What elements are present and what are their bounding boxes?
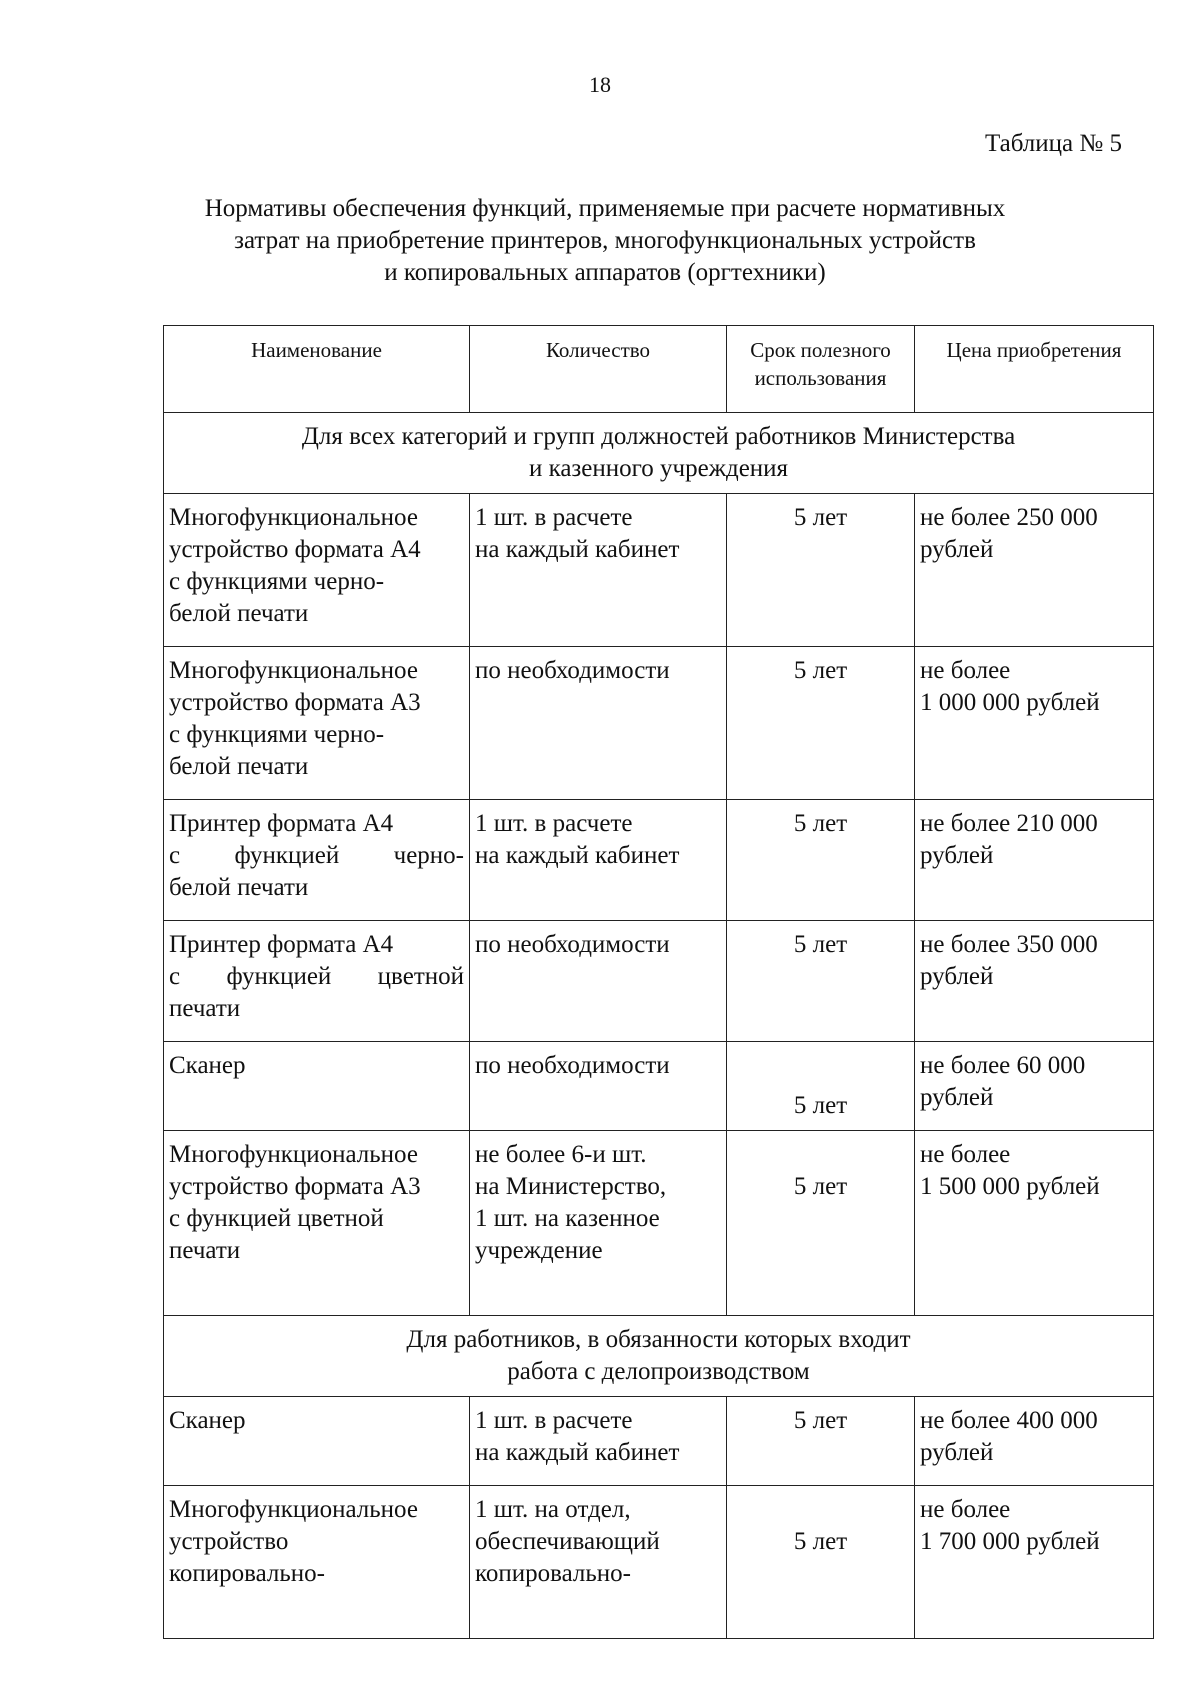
- cell-line: по необходимости: [475, 931, 670, 958]
- cell-term: [727, 1131, 915, 1316]
- cell-line: 5 лет: [793, 810, 848, 837]
- cell-line: 5 лет: [793, 1092, 848, 1119]
- cell-line: печати: [169, 995, 241, 1022]
- cell-term: [727, 647, 915, 800]
- document-title-line: затрат на приобретение принтеров, многофункциональных устройств: [234, 227, 976, 254]
- section-row: [164, 413, 1154, 494]
- cell-term: [727, 800, 915, 921]
- cell-line: с функциями черно-: [169, 568, 385, 595]
- cell-line: Принтер формата А4: [169, 810, 394, 837]
- cell-line: Сканер: [169, 1407, 246, 1434]
- cell-term: [727, 1397, 915, 1486]
- table-row: [164, 1042, 1154, 1131]
- cell-quantity: [470, 921, 727, 1042]
- cell-line: копировально-: [169, 1560, 326, 1587]
- cell-line: по необходимости: [475, 1052, 670, 1079]
- section-heading-records-staff: [164, 1316, 1154, 1397]
- cell-line: 5 лет: [793, 1407, 848, 1434]
- cell-line: рублей: [920, 1084, 994, 1111]
- cell-name: [164, 1131, 470, 1316]
- document-title-line: Нормативы обеспечения функций, применяемые при расчете нормативных: [204, 195, 1006, 222]
- cell-line: 1 шт. на отдел,: [475, 1496, 631, 1523]
- cell-line: на Министерство,: [475, 1173, 667, 1200]
- cell-price: [915, 1131, 1154, 1316]
- table-row: [164, 921, 1154, 1042]
- cell-name: [164, 800, 470, 921]
- cell-term: [727, 1042, 915, 1131]
- cell-name: [164, 921, 470, 1042]
- cell-line: на каждый кабинет: [475, 842, 680, 869]
- table-row: [164, 1486, 1154, 1639]
- cell-price: [915, 1042, 1154, 1131]
- cell-quantity: [470, 1042, 727, 1131]
- cell-line: белой печати: [169, 753, 309, 780]
- cell-price: [915, 800, 1154, 921]
- cell-line: устройство формата А3: [169, 1173, 421, 1200]
- cell-term: [727, 494, 915, 647]
- cell-line: устройство формата А3: [169, 689, 421, 716]
- table-row: [164, 647, 1154, 800]
- cell-quantity: [470, 1486, 727, 1639]
- header-quantity: Количество: [470, 326, 727, 413]
- norms-table: [163, 325, 1154, 1639]
- cell-line: рублей: [920, 842, 994, 869]
- section-row: [164, 1316, 1154, 1397]
- cell-price: [915, 1486, 1154, 1639]
- cell-line: 5 лет: [793, 1173, 848, 1200]
- cell-term: [727, 1486, 915, 1639]
- cell-quantity: [470, 1131, 727, 1316]
- cell-name: [164, 1486, 470, 1639]
- cell-line: 1 700 000 рублей: [920, 1528, 1100, 1555]
- cell-line: 1 шт. в расчете: [475, 1407, 633, 1434]
- cell-name: [164, 494, 470, 647]
- cell-line: рублей: [920, 963, 994, 990]
- cell-line: не более 210 000: [920, 810, 1098, 837]
- cell-line: 5 лет: [793, 504, 848, 531]
- cell-line: копировально-: [475, 1560, 632, 1587]
- cell-line: устройство формата А4: [169, 536, 421, 563]
- header-price: Цена приобретения: [915, 326, 1154, 413]
- cell-line: белой печати: [169, 600, 309, 627]
- section-heading-line: работа с делопроизводством: [507, 1358, 810, 1385]
- cell-line: на каждый кабинет: [475, 1439, 680, 1466]
- cell-line: Многофункциональное: [169, 504, 418, 531]
- table-row: [164, 1131, 1154, 1316]
- cell-line: Сканер: [169, 1052, 246, 1079]
- cell-name: [164, 647, 470, 800]
- cell-line: обеспечивающий: [475, 1528, 660, 1555]
- document-title-line: и копировальных аппаратов (оргтехники): [384, 259, 826, 286]
- cell-line: 5 лет: [793, 657, 848, 684]
- section-heading-all-employees: [164, 413, 1154, 494]
- cell-line: не более 350 000: [920, 931, 1098, 958]
- cell-line: рублей: [920, 536, 994, 563]
- cell-line: печати: [169, 1237, 241, 1264]
- cell-line: не более 60 000: [920, 1052, 1086, 1079]
- table-row: [164, 1397, 1154, 1486]
- cell-line: Многофункциональное: [169, 657, 418, 684]
- cell-line: с функциями черно-: [169, 721, 385, 748]
- cell-line: 1 шт. в расчете: [475, 504, 633, 531]
- header-term: Срок полезного использования: [727, 326, 915, 413]
- cell-line: Принтер формата А4: [169, 931, 394, 958]
- header-name: Наименование: [164, 326, 470, 413]
- cell-line: с функцией цветной: [169, 963, 464, 990]
- cell-price: [915, 921, 1154, 1042]
- cell-line: с функцией цветной: [169, 1205, 384, 1232]
- section-heading-line: Для всех категорий и групп должностей работников Министерства: [301, 423, 1016, 450]
- table-label: Таблица № 5: [984, 130, 1122, 157]
- cell-quantity: [470, 800, 727, 921]
- cell-line: Многофункциональное: [169, 1496, 418, 1523]
- document-title: [150, 193, 1060, 289]
- cell-line: белой печати: [169, 874, 309, 901]
- cell-line: не более: [920, 1141, 1011, 1168]
- table-row: [164, 494, 1154, 647]
- cell-price: [915, 647, 1154, 800]
- cell-name: [164, 1042, 470, 1131]
- table-header-row: [164, 326, 1154, 413]
- cell-line: устройство: [169, 1528, 289, 1555]
- cell-line: с функцией черно-: [169, 842, 464, 869]
- cell-line: 1 500 000 рублей: [920, 1173, 1100, 1200]
- cell-quantity: [470, 647, 727, 800]
- cell-line: 5 лет: [793, 1528, 848, 1555]
- cell-term: [727, 921, 915, 1042]
- cell-line: не более 250 000: [920, 504, 1098, 531]
- cell-line: 1 000 000 рублей: [920, 689, 1100, 716]
- section-heading-line: Для работников, в обязанности которых входит: [406, 1326, 911, 1353]
- cell-line: не более 6-и шт.: [475, 1141, 647, 1168]
- table-row: [164, 800, 1154, 921]
- cell-quantity: [470, 494, 727, 647]
- cell-line: не более: [920, 1496, 1011, 1523]
- cell-line: 1 шт. на казенное: [475, 1205, 660, 1232]
- cell-line: не более: [920, 657, 1011, 684]
- cell-line: не более 400 000: [920, 1407, 1098, 1434]
- cell-line: Многофункциональное: [169, 1141, 418, 1168]
- section-heading-line: и казенного учреждения: [528, 455, 789, 482]
- cell-price: [915, 1397, 1154, 1486]
- cell-line: рублей: [920, 1439, 994, 1466]
- cell-name: [164, 1397, 470, 1486]
- cell-quantity: [470, 1397, 727, 1486]
- cell-line: на каждый кабинет: [475, 536, 680, 563]
- cell-line: учреждение: [475, 1237, 603, 1264]
- cell-price: [915, 494, 1154, 647]
- cell-line: 5 лет: [793, 931, 848, 958]
- cell-line: по необходимости: [475, 657, 670, 684]
- cell-line: 1 шт. в расчете: [475, 810, 633, 837]
- page-number: 18: [589, 72, 611, 97]
